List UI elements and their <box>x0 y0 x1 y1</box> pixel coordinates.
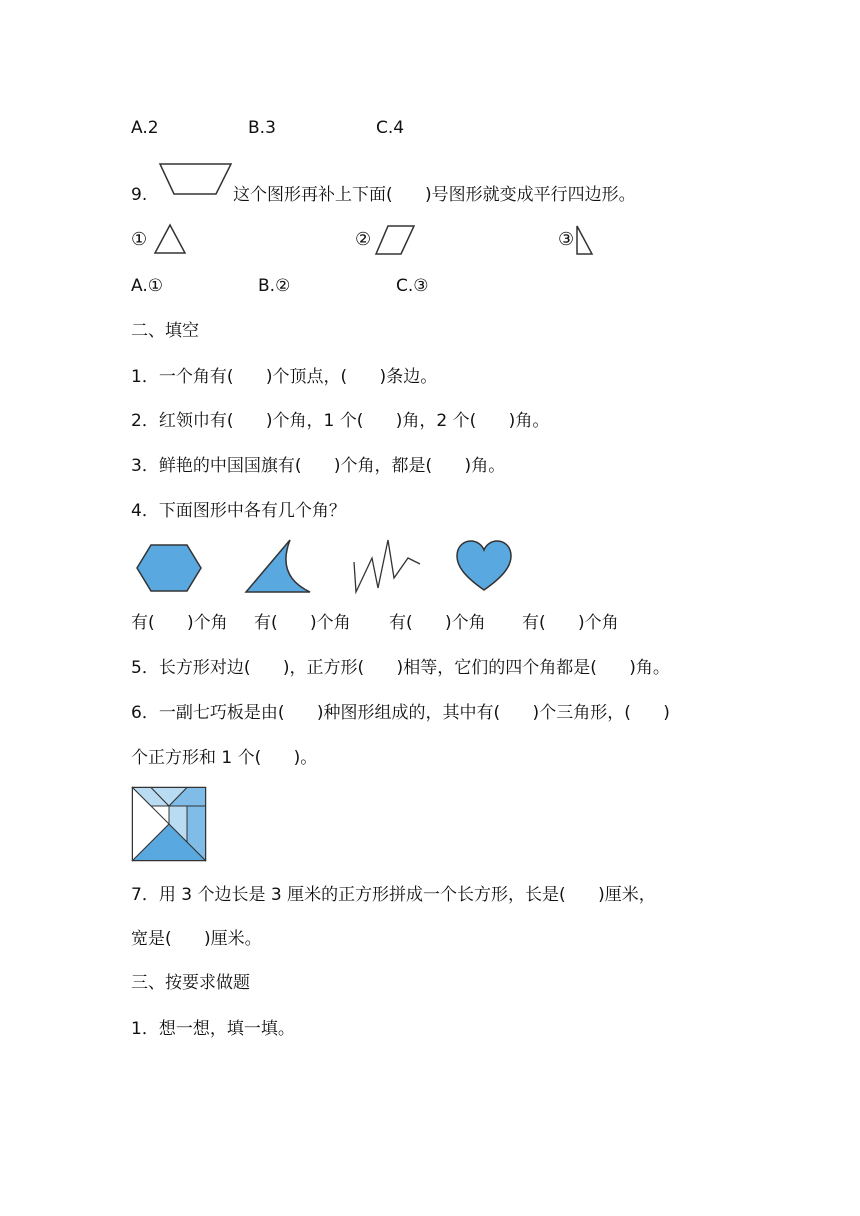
triangle-shape-1 <box>152 222 188 256</box>
q9-option-a: A.① <box>131 276 163 296</box>
s3-question-1: 1．想一想，填一填。 <box>131 1019 295 1039</box>
hexagon-figure <box>134 542 204 594</box>
q9-number: 9. <box>131 185 148 205</box>
tangram-figure <box>131 786 207 862</box>
s2-question-4: 4．下面图形中各有几个角？ <box>131 501 346 521</box>
s2-question-7-line2: 宽是( )厘米。 <box>131 929 262 949</box>
right-triangle-shape-3 <box>574 223 596 257</box>
section2-heading: 二、填空 <box>131 321 199 341</box>
q9-option-b: B.② <box>258 276 291 296</box>
q9-option-c: C.③ <box>396 276 429 296</box>
q8-option-b: B.3 <box>248 118 276 138</box>
q9-text: 这个图形再补上下面( )号图形就变成平行四边形。 <box>233 185 636 205</box>
q4-answer-2: 有( )个角 <box>254 613 351 633</box>
s2-question-6-line1: 6．一副七巧板是由( )种图形组成的，其中有( )个三角形，( ) <box>131 703 670 723</box>
parallelogram-shape-2 <box>374 223 418 257</box>
zigzag-figure <box>350 536 424 596</box>
heart-figure <box>454 538 514 594</box>
shape-label-1: ① <box>131 229 148 250</box>
q4-answer-1: 有( )个角 <box>131 613 228 633</box>
section3-heading: 三、按要求做题 <box>131 973 250 993</box>
s2-question-3: 3．鲜艳的中国国旗有( )个角，都是( )角。 <box>131 456 506 476</box>
s2-question-1: 1．一个角有( )个顶点，( )条边。 <box>131 367 438 387</box>
q4-answer-3: 有( )个角 <box>389 613 486 633</box>
s2-question-7-line1: 7．用 3 个边长是 3 厘米的正方形拼成一个长方形，长是( )厘米， <box>131 885 656 905</box>
shape-label-2: ② <box>355 229 372 250</box>
shape-label-3: ③ <box>558 229 575 250</box>
q8-option-a: A.2 <box>131 118 159 138</box>
curved-triangle-figure <box>242 536 314 596</box>
trapezoid-figure <box>158 162 234 198</box>
q4-answer-4: 有( )个角 <box>522 613 619 633</box>
s2-question-6-line2: 个正方形和 1 个( )。 <box>131 748 318 768</box>
q8-option-c: C.4 <box>376 118 405 138</box>
s2-question-2: 2．红领巾有( )个角，1 个( )角，2 个( )角。 <box>131 411 550 431</box>
s2-question-5: 5．长方形对边( )，正方形( )相等，它们的四个角都是( )角。 <box>131 658 670 678</box>
